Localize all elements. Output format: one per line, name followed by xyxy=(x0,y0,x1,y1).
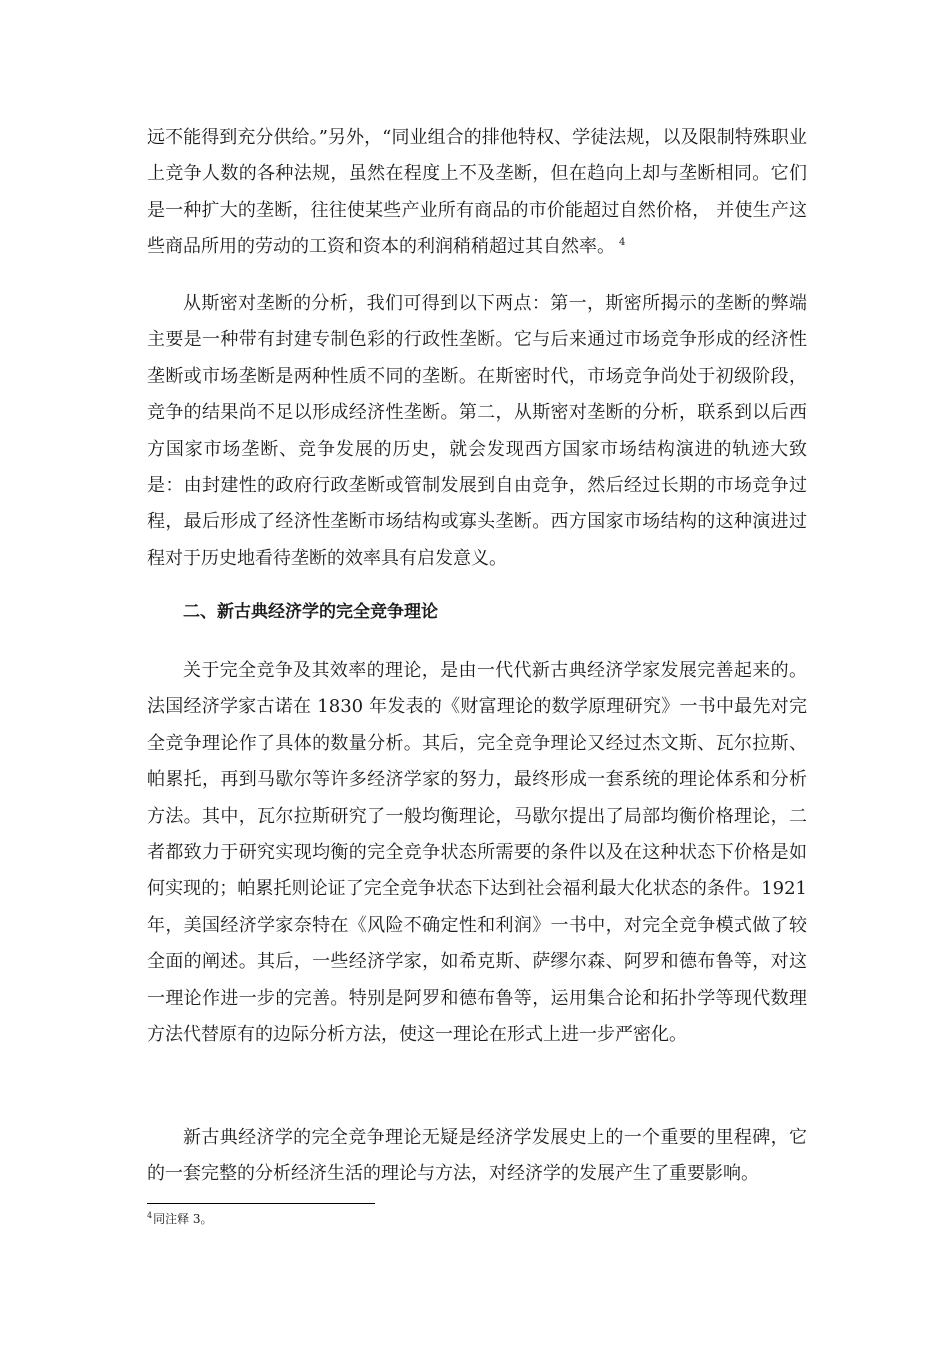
paragraph-perfect-competition-history: 关于完全竞争及其效率的理论，是由一代代新古典经济学家发展完善起来的。法国经济学家古诺在 1830 年发表的《财富理论的数学原理研究》一书中最先对完全竞争理论作了具体的数量分析。其后，完全竞争理论又经过杰文斯、瓦尔拉斯、帕累托，再到马歇尔等许多经济学家的努力，最终形成一套系统的理论体系和分析方法。其中，瓦尔拉斯研究了一般均衡理论，马歇尔提出了局部均衡价格理论，二者都致力于研究实现均衡的完全竞争状态所需要的条件以及在这种状态下价格是如何实现的；帕累托则论证了完全竞争状态下达到社会福利最大化状态的条件。1921 年，美国经济学家奈特在《风险不确定性和利润》一书中，对完全竞争模式做了较全面的阐述。其后，一些经济学家，如希克斯、萨缪尔森、阿罗和德布鲁等，对这一理论作进一步的完善。特别是阿罗和德布鲁等，运用集合论和拓扑学等现代数理方法代替原有的边际分析方法，使这一理论在形式上进一步严密化。 xyxy=(147,660,807,1046)
footnote xyxy=(147,1210,213,1228)
footnote-text: 同注释 3。 xyxy=(153,1212,213,1226)
paragraph-text: 远不能得到充分供给。”另外，“同业组合的排他特权、学徒法规，以及限制特殊职业上竞争人数的各种法规，虽然在程度上不及垄断，但在趋向上却与垄断相同。它们是一种扩大的垄断，往往使某些产业所有商品的市价能超过自然价格， 并使生产这些商品所用的劳动的工资和资本的利润稍稍超过其自然率。 xyxy=(147,127,807,258)
footnote-reference[interactable]: 4 xyxy=(619,237,626,249)
footnote-marker: 4 xyxy=(147,1211,153,1220)
paragraph-neoclassical-significance: 新古典经济学的完全竞争理论无疑是经济学发展史上的一个重要的里程碑，它的一套完整的分析经济生活的理论与方法，对经济学的发展产生了重要影响。 xyxy=(147,1127,807,1185)
paragraph-smith-quote xyxy=(147,120,807,266)
section-heading: 二、新古典经济学的完全竞争理论 xyxy=(183,602,438,622)
paragraph-monopoly-analysis: 从斯密对垄断的分析，我们可得到以下两点：第一，斯密所揭示的垄断的弊端主要是一种带有封建专制色彩的行政性垄断。它与后来通过市场竞争形成的经济性垄断或市场垄断是两种性质不同的垄断。在斯密时代，市场竞争尚处于初级阶段，竞争的结果尚不足以形成经济性垄断。第二，从斯密对垄断的分析，联系到以后西方国家市场垄断、竞争发展的历史，就会发现西方国家市场结构演进的轨迹大致是：由封建性的政府行政垄断或管制发展到自由竞争，然后经过长期的市场竞争过程，最后形成了经济性垄断市场结构或寡头垄断。西方国家市场结构的这种演进过程对于历史地看待垄断的效率具有启发意义。 xyxy=(147,293,807,569)
footnote-divider xyxy=(147,1203,375,1204)
